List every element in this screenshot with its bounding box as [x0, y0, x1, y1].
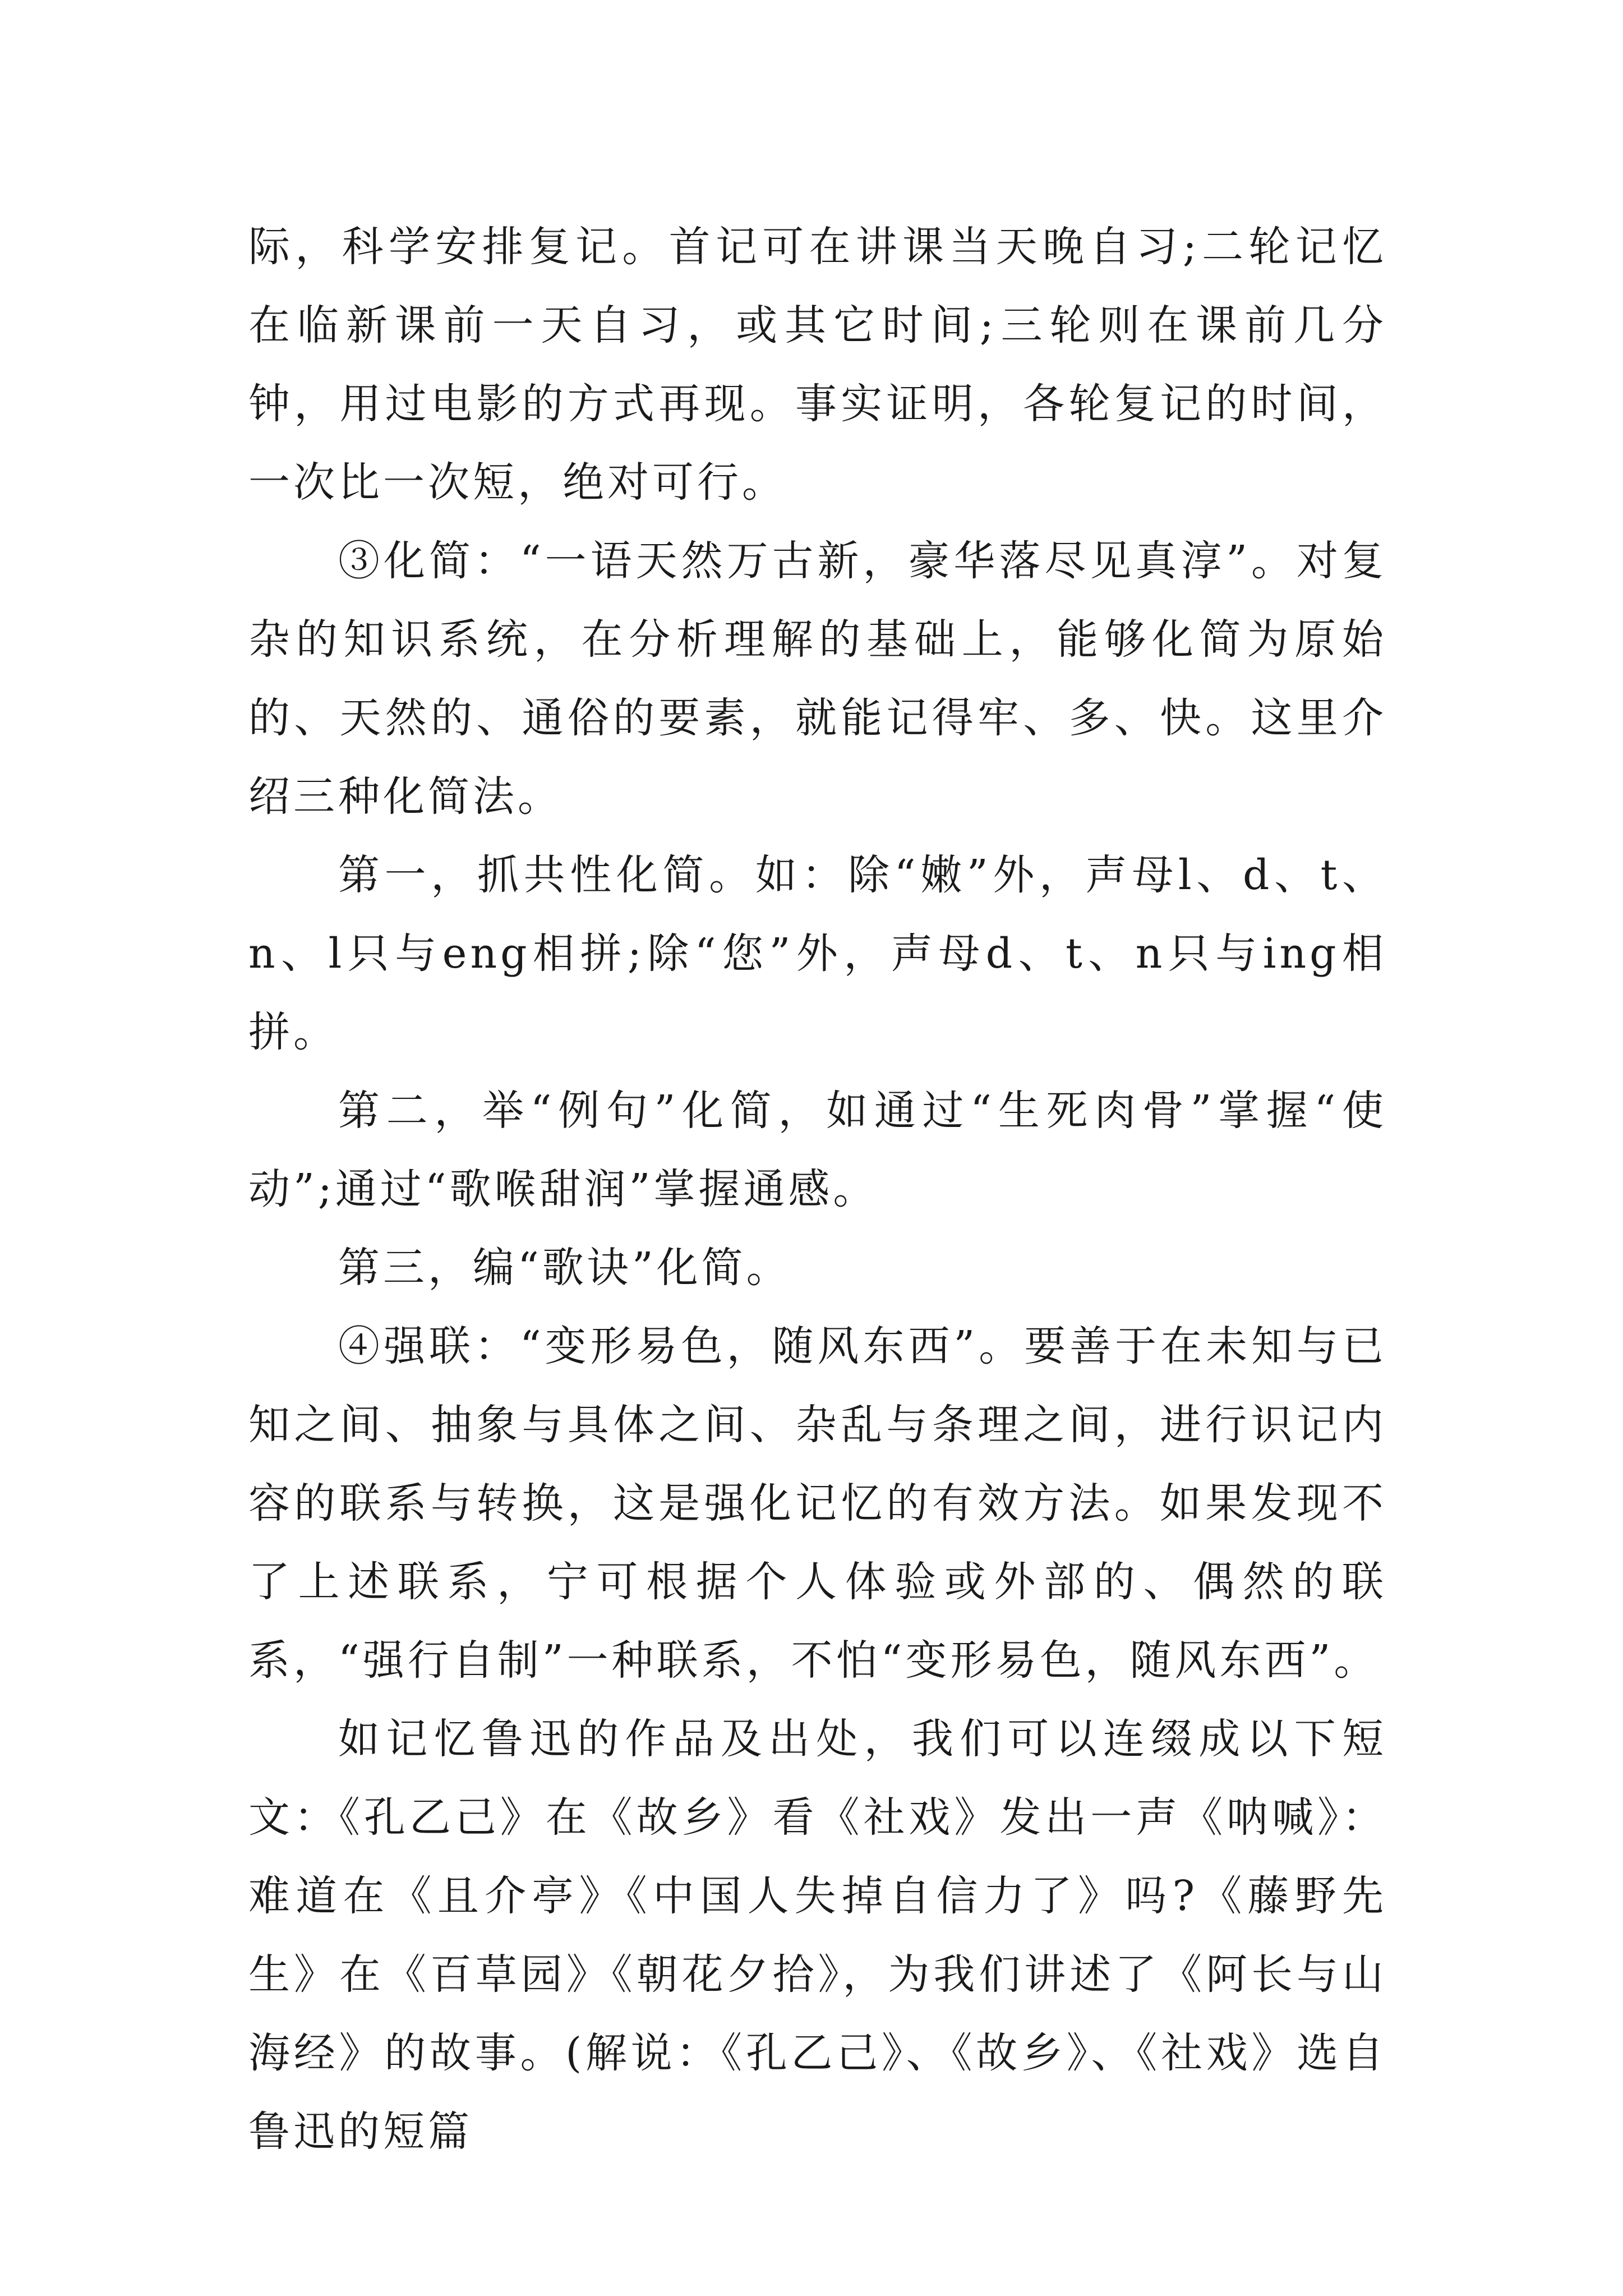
paragraph-simplify-third: 第三，编“歌诀”化简。	[338, 1244, 791, 1292]
body-text	[248, 208, 1387, 2171]
paragraph-review-schedule: 际，科学安排复记。首记可在讲课当天晚自习;二轮记忆在临新课前一天自习，或其它时间;三轮则在课前几分钟，用过电影的方式再现。事实证明，各轮复记的时间，一次比一次短，绝对可行。	[248, 223, 1387, 507]
paragraph-simplify-first: 第一，抓共性化简。如：除“嫩”外，声母l、d、t、n、l只与eng相拼;除“您”外，声母d、t、n只与ing相拼。	[248, 851, 1387, 1056]
paragraph-simplify-second: 第二，举“例句”化简，如通过“生死肉骨”掌握“使动”;通过“歌喉甜润”掌握通感。	[248, 1087, 1387, 1213]
paragraph-simplify-intro: ③化简：“一语天然万古新，豪华落尽见真淳”。对复杂的知识系统，在分析理解的基础上，能够化简为原始的、天然的、通俗的要素，就能记得牢、多、快。这里介绍三种化简法。	[248, 537, 1387, 821]
paragraph-strong-association: ④强联：“变形易色，随风东西”。要善于在未知与已知之间、抽象与具体之间、杂乱与条理之间，进行识记内容的联系与转换，这是强化记忆的有效方法。如果发现不了上述联系，宁可根据个人体验或外部的、偶然的联系，“强行自制”一种联系，不怕“变形易色，随风东西”。	[248, 1322, 1387, 1685]
paragraph-luxun-example: 如记忆鲁迅的作品及出处，我们可以连缀成以下短文：《孔乙己》在《故乡》看《社戏》发出一声《呐喊》：难道在《且介亭》《中国人失掉自信力了》吗?《藤野先生》在《百草园》《朝花夕拾》，为我们讲述了《阿长与山海经》的故事。(解说：《孔乙己》、《故乡》、《社戏》选自鲁迅的短篇	[248, 1715, 1387, 2156]
